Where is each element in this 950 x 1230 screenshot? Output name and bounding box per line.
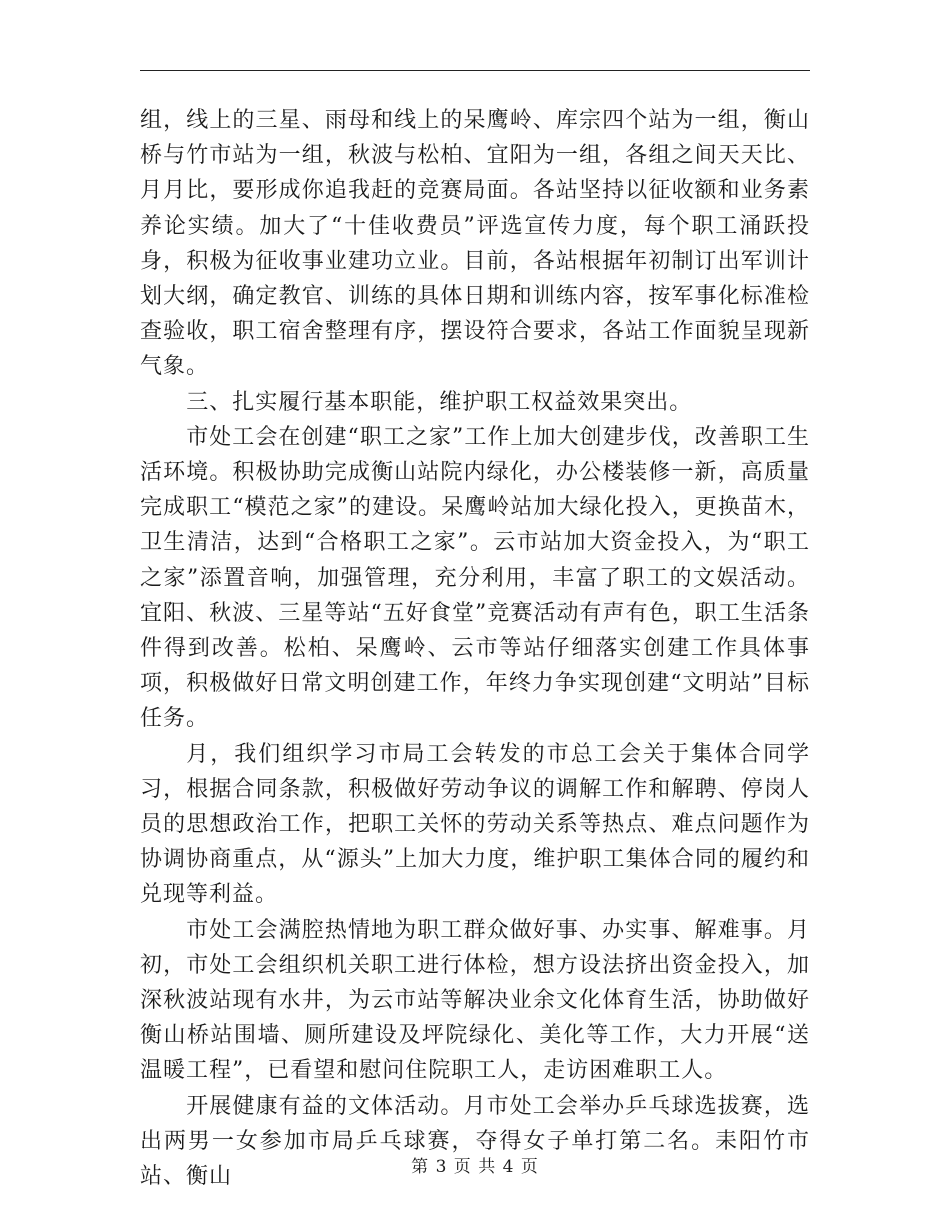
paragraph-1: 组，线上的三星、雨母和线上的呆鹰岭、库宗四个站为一组，衡山桥与竹市站为一组，秋波与松柏、宜阳为一组，各组之间天天比、月月比，要形成你追我赶的竞赛局面。各站坚持以征收额和业务素养论实绩。加大了“十佳收费员”评选宣传力度，每个职工涌跃投身，积极为征收事业建功立业。目前，各站根据年初制订出军训计划大纲，确定教官、训练的具体日期和训练内容，按军事化标准检查验收，职工宿舍整理有序，摆设符合要求，各站工作面貌呈现新气象。 — [140, 108, 810, 380]
paragraph-4: 市处工会满腔热情地为职工群众做好事、办实事、解难事。月初，市处工会组织机关职工进行体检，想方设法挤出资金投入，加深秋波站现有水井，为云市站等解决业余文化体育生活，协助做好衡山桥站围墙、厕所建设及坪院绿化、美化等工作，大力开展“送温暖工程”，已看望和慰问住院职工人，走访困难职工人。 — [140, 917, 810, 1084]
paragraph-5: 开展健康有益的文体活动。月市处工会举办乒乓球选拔赛，选出两男一女参加市局乒乓球赛，夺得女子单打第二名。耒阳竹市站、衡山 — [140, 1093, 810, 1190]
header-rule — [140, 70, 810, 71]
document-body — [140, 103, 810, 1194]
paragraph-3: 月，我们组织学习市局工会转发的市总工会关于集体合同学习，根据合同条款，积极做好劳动争议的调解工作和解聘、停岗人员的思想政治工作，把职工关怀的劳动关系等热点、难点问题作为协调协商重点，从“源头”上加大力度，维护职工集体合同的履约和兑现等利益。 — [140, 741, 810, 908]
section-heading-3: 三、扎实履行基本职能，维护职工权益效果突出。 — [186, 389, 693, 415]
page-number: 第 3 页 共 4 页 — [411, 1157, 539, 1177]
paragraph-2: 市处工会在创建“职工之家”工作上加大创建步伐，改善职工生活环境。积极协助完成衡山站院内绿化，办公楼装修一新，高质量完成职工“模范之家”的建设。呆鹰岭站加大绿化投入，更换苗木，卫生清洁，达到“合格职工之家”。云市站加大资金投入，为“职工之家”添置音响，加强管理，充分利用，丰富了职工的文娱活动。宜阳、秋波、三星等站“五好食堂”竞赛活动有声有色，职工生活条件得到改善。松柏、呆鹰岭、云市等站仔细落实创建工作具体事项，积极做好日常文明创建工作，年终力争实现创建“文明站”目标任务。 — [140, 424, 810, 732]
